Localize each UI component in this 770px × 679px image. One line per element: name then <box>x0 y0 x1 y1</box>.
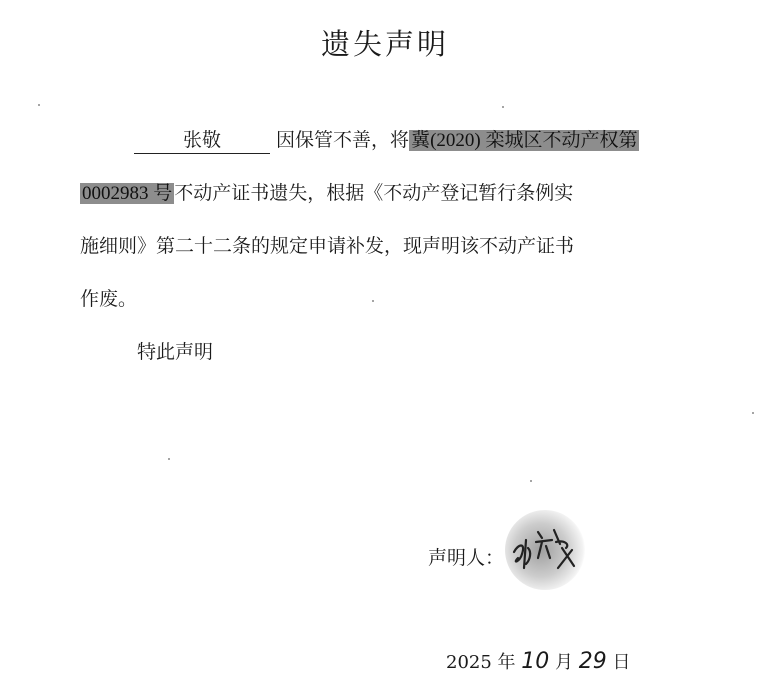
body-text-2: 不动产证书遗失，根据《不动产登记暂行条例实 <box>174 182 574 204</box>
certificate-number: 0002983 号 <box>82 183 173 204</box>
date-month: 10 <box>521 649 550 674</box>
body-line-3: 施细则》第二十二条的规定申请补发，现声明该不动产证书 <box>80 235 575 257</box>
body-line-1 <box>80 127 639 154</box>
date-day-unit: 日 <box>612 652 631 673</box>
scan-speck <box>168 458 170 460</box>
scan-speck <box>752 412 754 414</box>
date-month-unit: 月 <box>555 652 574 673</box>
date-year: 2025 <box>446 652 492 673</box>
declarant-label: 声明人： <box>428 547 505 569</box>
scan-speck <box>530 480 532 482</box>
date-day: 29 <box>578 649 607 674</box>
body-text-1: 因保管不善，将 <box>276 129 410 151</box>
scan-speck <box>372 300 374 302</box>
certificate-prefix: 冀(2020) 栾城区不动产权第 <box>411 130 638 151</box>
declaration-date <box>446 648 630 674</box>
handwritten-signature <box>508 518 588 578</box>
body-line-2 <box>80 180 573 207</box>
scan-speck <box>502 106 504 108</box>
body-line-4: 作废。 <box>80 288 138 310</box>
closing-statement: 特此声明 <box>137 341 214 363</box>
declarant-name: 张敬 <box>134 127 270 154</box>
date-year-unit: 年 <box>497 652 516 673</box>
scan-speck <box>38 104 40 106</box>
document-title: 遗失声明 <box>320 27 449 61</box>
